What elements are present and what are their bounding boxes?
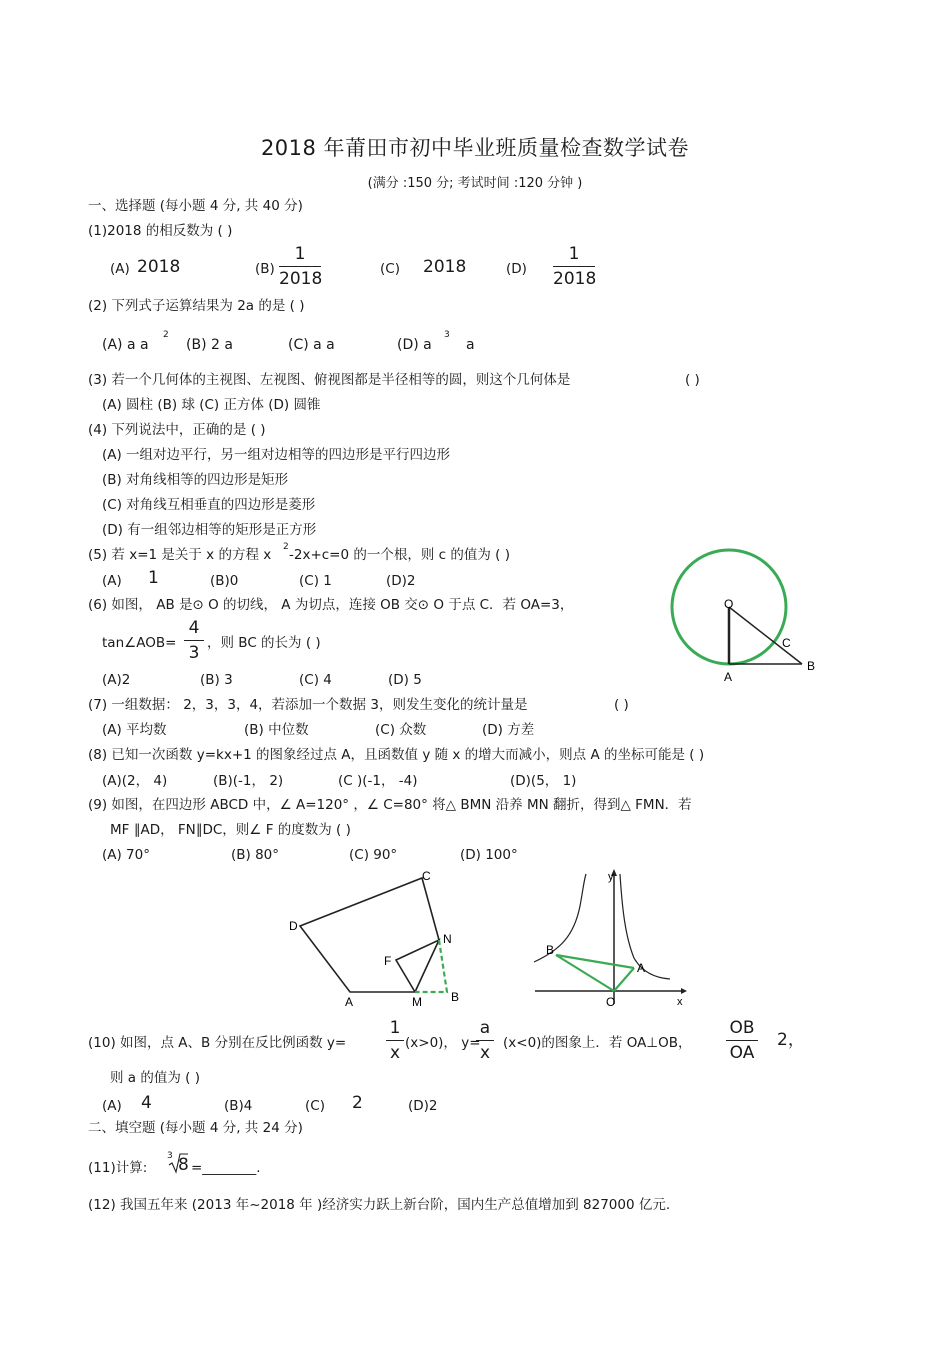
q2-option-d-exponent: 3 bbox=[444, 330, 450, 340]
q1-d-numerator: 1 bbox=[568, 244, 580, 264]
label-d: D bbox=[289, 919, 298, 933]
q8-option-a: (A)(2， 4) bbox=[102, 773, 168, 789]
q8-option-c: (C )(-1， -4) bbox=[338, 773, 418, 789]
triangle-fmn bbox=[396, 940, 439, 992]
q2-option-a: (A) a a bbox=[102, 337, 149, 353]
q6-stem: (6) 如图， AB 是⊙ O 的切线， A 为切点，连接 OB 交⊙ O 于点 C．若 OA=3， bbox=[88, 597, 574, 613]
q11-radicand: 8 bbox=[178, 1155, 189, 1175]
q10-stem: (10) 如图，点 A、B 分别在反比例函数 y= bbox=[88, 1035, 347, 1051]
q10-option-c-value: 2 bbox=[352, 1093, 363, 1113]
q12-stem: (12) 我国五年来 (2013 年~2018 年 )经济实力跃上新台阶，国内生产总值增加到 827000 亿元. bbox=[88, 1197, 671, 1213]
q1-option-c-label: (C) bbox=[380, 261, 400, 277]
label-b: B bbox=[807, 659, 816, 673]
q11-root-index: 3 bbox=[167, 1151, 173, 1161]
label-m: M bbox=[412, 995, 422, 1009]
page-title: 2018 年莆田市初中毕业班质量检查数学试卷 bbox=[260, 136, 690, 160]
label-x: x bbox=[677, 996, 683, 1008]
q10-f2-denominator: x bbox=[479, 1043, 491, 1063]
label-f: F bbox=[384, 954, 392, 968]
q10-stem-mid1: (x>0)， y= bbox=[405, 1035, 481, 1051]
q2-option-d: (D) a bbox=[397, 337, 432, 353]
q7-answer-paren: ( ) bbox=[614, 697, 629, 713]
q8-option-d: (D)(5， 1) bbox=[510, 773, 577, 789]
q5-option-b: (B)0 bbox=[210, 573, 239, 589]
q4-option-d: (D) 有一组邻边相等的矩形是正方形 bbox=[102, 522, 317, 538]
q10-option-c-label: (C) bbox=[305, 1098, 325, 1114]
q10-graph-figure bbox=[530, 866, 695, 1011]
q1-option-c-value: 2018 bbox=[423, 257, 467, 277]
label-c: C bbox=[422, 869, 431, 883]
q5-option-c: (C) 1 bbox=[299, 573, 332, 589]
q1-option-b-label: (B) bbox=[255, 261, 275, 277]
q6-numerator: 4 bbox=[188, 618, 200, 638]
q7-option-a: (A) 平均数 bbox=[102, 722, 167, 738]
label-n: N bbox=[443, 932, 452, 946]
curve-y-a-over-x bbox=[534, 874, 586, 962]
q10-option-a-label: (A) bbox=[102, 1098, 122, 1114]
q6-option-b: (B) 3 bbox=[200, 672, 233, 688]
triangle-bmn-dashed bbox=[415, 940, 447, 992]
segment-oa bbox=[614, 968, 634, 991]
q7-option-b: (B) 中位数 bbox=[244, 722, 309, 738]
label-o: O bbox=[606, 995, 616, 1009]
q1-b-numerator: 1 bbox=[294, 244, 306, 264]
q10-f3-denominator: OA bbox=[729, 1043, 755, 1063]
q1-b-denominator: 2018 bbox=[279, 269, 323, 289]
q6-fraction bbox=[184, 618, 204, 663]
q2-option-b: (B) 2 a bbox=[186, 337, 233, 353]
label-a: A bbox=[637, 961, 646, 975]
q9-quadrilateral-figure bbox=[285, 868, 475, 1013]
q7-option-c: (C) 众数 bbox=[375, 722, 427, 738]
q7-option-d: (D) 方差 bbox=[482, 722, 535, 738]
q4-stem: (4) 下列说法中，正确的是 ( ) bbox=[88, 422, 266, 438]
q10-fraction-1-over-x bbox=[386, 1018, 404, 1063]
label-y: y bbox=[608, 871, 614, 883]
q3-stem: (3) 若一个几何体的主视图、左视图、俯视图都是半径相等的圆，则这个几何体是 bbox=[88, 372, 571, 388]
q10-f1-denominator: x bbox=[389, 1043, 401, 1063]
q1-option-b-fraction bbox=[279, 244, 321, 289]
q5-stem-tail: -2x+c=0 的一个根，则 c 的值为 ( ) bbox=[289, 547, 510, 563]
label-b: B bbox=[451, 990, 460, 1004]
section-1-heading: 一、选择题 (每小题 4 分, 共 40 分) bbox=[88, 198, 303, 214]
q1-stem: (1)2018 的相反数为 ( ) bbox=[88, 223, 233, 239]
q10-f1-numerator: 1 bbox=[389, 1018, 401, 1038]
q6-circle-figure bbox=[660, 545, 830, 690]
label-a: A bbox=[724, 670, 733, 684]
q10-f3-numerator: OB bbox=[729, 1018, 755, 1038]
q9-option-d: (D) 100° bbox=[460, 847, 518, 863]
q1-option-a-label: (A) bbox=[110, 261, 130, 277]
q9-stem-line2: MF ∥AD， FN∥DC，则∠ F 的度数为 ( ) bbox=[110, 822, 351, 838]
q10-option-a-value: 4 bbox=[141, 1093, 152, 1113]
q5-stem-exponent: 2 bbox=[283, 542, 289, 552]
q6-stem-tail: ，则 BC 的长为 ( ) bbox=[207, 635, 321, 651]
q10-option-b: (B)4 bbox=[224, 1098, 253, 1114]
q3-answer-paren: ( ) bbox=[685, 372, 700, 388]
q2-option-d-tail: a bbox=[466, 337, 475, 353]
q4-option-b: (B) 对角线相等的四边形是矩形 bbox=[102, 472, 289, 488]
q1-option-d-fraction bbox=[553, 244, 595, 289]
q2-option-a-exponent: 2 bbox=[163, 330, 169, 340]
q6-option-a: (A)2 bbox=[102, 672, 131, 688]
q1-option-a-value: 2018 bbox=[137, 257, 181, 277]
q8-stem: (8) 已知一次函数 y=kx+1 的图象经过点 A，且函数值 y 随 x 的增大而减小，则点 A 的坐标可能是 ( ) bbox=[88, 747, 705, 763]
q11-stem: (11)计算: bbox=[88, 1160, 148, 1176]
q5-option-d: (D)2 bbox=[386, 573, 416, 589]
q8-option-b: (B)(-1， 2) bbox=[213, 773, 284, 789]
q3-options: (A) 圆柱 (B) 球 (C) 正方体 (D) 圆锥 bbox=[102, 397, 321, 413]
q7-stem: (7) 一组数据： 2，3，3，4，若添加一个数据 3，则发生变化的统计量是 bbox=[88, 697, 528, 713]
exam-info: (满分 :150 分; 考试时间 :120 分钟 ) bbox=[367, 176, 583, 191]
q6-denominator: 3 bbox=[188, 643, 200, 663]
label-a: A bbox=[345, 995, 354, 1009]
segment-ob bbox=[729, 607, 802, 664]
q6-option-d: (D) 5 bbox=[388, 672, 422, 688]
q2-option-c: (C) a a bbox=[288, 337, 335, 353]
q10-stem-tail: 2， bbox=[777, 1030, 805, 1050]
q4-option-a: (A) 一组对边平行，另一组对边相等的四边形是平行四边形 bbox=[102, 447, 451, 463]
x-axis-arrow bbox=[681, 988, 687, 994]
label-b: B bbox=[546, 943, 555, 957]
label-c: C bbox=[782, 636, 791, 650]
q4-option-c: (C) 对角线互相垂直的四边形是菱形 bbox=[102, 497, 316, 513]
q10-option-d: (D)2 bbox=[408, 1098, 438, 1114]
q10-f2-numerator: a bbox=[479, 1018, 491, 1038]
q2-stem: (2) 下列式子运算结果为 2a 的是 ( ) bbox=[88, 298, 305, 314]
label-o: O bbox=[724, 597, 734, 611]
q9-option-a: (A) 70° bbox=[102, 847, 150, 863]
q6-option-c: (C) 4 bbox=[299, 672, 332, 688]
q5-stem: (5) 若 x=1 是关于 x 的方程 x bbox=[88, 547, 272, 563]
q9-stem: (9) 如图，在四边形 ABCD 中，∠ A=120° ，∠ C=80° 将△ BMN 沿养 MN 翻折，得到△ FMN．若 bbox=[88, 797, 692, 813]
q10-stem-mid2: (x<0)的图象上．若 OA⊥OB， bbox=[503, 1035, 692, 1051]
q9-option-c: (C) 90° bbox=[349, 847, 398, 863]
q10-stem-line2: 则 a 的值为 ( ) bbox=[110, 1070, 200, 1086]
q10-fraction-ob-over-oa bbox=[726, 1018, 758, 1063]
section-2-heading: 二、填空题 (每小题 4 分, 共 24 分) bbox=[88, 1120, 303, 1136]
q1-option-d-label: (D) bbox=[506, 261, 527, 277]
q9-option-b: (B) 80° bbox=[231, 847, 280, 863]
q11-answer-blank: =________. bbox=[191, 1160, 261, 1176]
q10-fraction-a-over-x bbox=[476, 1018, 494, 1063]
q5-option-a-label: (A) bbox=[102, 573, 122, 589]
q5-option-a-value: 1 bbox=[148, 568, 159, 588]
quadrilateral-abcd bbox=[300, 878, 439, 992]
q6-tan-label: tan∠AOB= bbox=[102, 635, 177, 651]
q1-d-denominator: 2018 bbox=[553, 269, 597, 289]
